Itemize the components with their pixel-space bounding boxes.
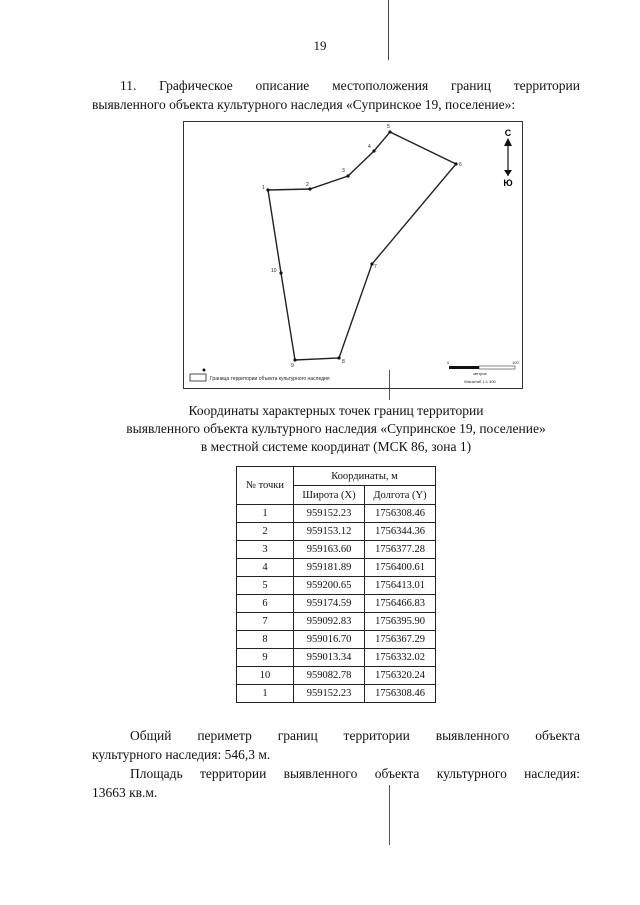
header-longitude: Долгота (Y) (365, 486, 436, 505)
caption-line-2: выявленного объекта культурного наследия «Супринское 19, поселение» (126, 421, 546, 436)
latitude-cell: 959016.70 (294, 631, 365, 649)
compass-north-label: С (504, 128, 512, 138)
longitude-cell: 1756466.83 (365, 595, 436, 613)
point-number-cell: 1 (237, 505, 294, 523)
longitude-cell: 1756413.01 (365, 577, 436, 595)
point-number-cell: 6 (237, 595, 294, 613)
legend-label: Граница территории объекта культурного наследия (210, 376, 330, 382)
latitude-cell: 959153.12 (294, 523, 365, 541)
boundary-map (183, 121, 523, 389)
caption-line-1: Координаты характерных точек границ территории (188, 403, 484, 418)
boundary-point-marker (388, 130, 391, 133)
page-number: 19 (313, 38, 327, 53)
table-row (237, 631, 436, 649)
longitude-cell: 1756308.46 (365, 505, 436, 523)
header-point-number: № точки (237, 467, 294, 505)
table-row (237, 667, 436, 685)
point-labels (262, 124, 462, 369)
latitude-cell: 959152.23 (294, 505, 365, 523)
table-row (237, 595, 436, 613)
boundary-point-marker (293, 358, 296, 361)
boundary-point-label: 6 (459, 162, 462, 168)
boundary-point-marker (346, 174, 349, 177)
longitude-cell: 1756377.28 (365, 541, 436, 559)
scale-ratio-label: Масштаб 1:1 400 (464, 379, 496, 384)
boundary-point-marker (308, 187, 311, 190)
coordinates-table (236, 466, 436, 703)
point-number-cell: 10 (237, 667, 294, 685)
legend-point-icon (203, 369, 206, 372)
perimeter-line-1: Общий периметр границ территории выявленного объекта (130, 728, 580, 743)
boundary-point-label: 9 (291, 363, 294, 369)
latitude-cell: 959082.78 (294, 667, 365, 685)
latitude-cell: 959181.89 (294, 559, 365, 577)
boundary-point-label: 4 (368, 144, 371, 150)
point-number-cell: 4 (237, 559, 294, 577)
longitude-cell: 1756308.46 (365, 685, 436, 703)
boundary-point-marker (372, 149, 375, 152)
point-number-cell: 7 (237, 613, 294, 631)
compass-arrowhead-icon (504, 138, 512, 146)
boundary-point-label: 8 (342, 359, 345, 365)
point-number-cell: 1 (237, 685, 294, 703)
table-row (237, 685, 436, 703)
scale-bar (449, 366, 479, 369)
boundary-point-marker (337, 356, 340, 359)
boundary-point-label: 7 (374, 264, 377, 270)
caption-line-3: в местной системе координат (МСК 86, зона 1) (200, 439, 472, 454)
latitude-cell: 959200.65 (294, 577, 365, 595)
compass-tail-icon (504, 170, 512, 176)
boundary-point-marker (279, 271, 282, 274)
boundary-point-marker (454, 162, 457, 165)
heading-line-1: 11. Графическое описание местоположения границ территории (120, 78, 580, 93)
table-row (237, 541, 436, 559)
scale-unit-label: метров (473, 371, 487, 376)
table-caption (92, 402, 580, 456)
table-row (237, 523, 436, 541)
longitude-cell: 1756367.29 (365, 631, 436, 649)
latitude-cell: 959152.23 (294, 685, 365, 703)
heading-line-2: выявленного объекта культурного наследия «Супринское 19, поселение»: (92, 97, 516, 112)
boundary-point-label: 1 (262, 185, 265, 191)
latitude-cell: 959174.59 (294, 595, 365, 613)
summary-text (92, 726, 580, 802)
area-line-1: Площадь территории выявленного объекта культурного наследия: (130, 766, 580, 781)
boundary-polygon (268, 132, 456, 360)
point-number-cell: 8 (237, 631, 294, 649)
point-number-cell: 3 (237, 541, 294, 559)
boundary-point-label: 10 (271, 268, 277, 274)
point-number-cell: 2 (237, 523, 294, 541)
longitude-cell: 1756400.61 (365, 559, 436, 577)
longitude-cell: 1756395.90 (365, 613, 436, 631)
boundary-point-label: 2 (306, 182, 309, 188)
header-latitude: Широта (X) (294, 486, 365, 505)
perimeter-line-2: культурного наследия: 546,3 м. (92, 747, 271, 762)
point-number-cell: 9 (237, 649, 294, 667)
scale-bar (479, 366, 515, 369)
latitude-cell: 959013.34 (294, 649, 365, 667)
longitude-cell: 1756320.24 (365, 667, 436, 685)
section-heading (92, 76, 580, 114)
scale-end-label: 100 (512, 360, 519, 365)
table-row (237, 559, 436, 577)
boundary-point-label: 5 (387, 124, 390, 130)
point-markers (266, 130, 457, 361)
table-row (237, 505, 436, 523)
compass-south-label: Ю (503, 178, 513, 188)
longitude-cell: 1756332.02 (365, 649, 436, 667)
area-line-2: 13663 кв.м. (92, 785, 158, 800)
latitude-cell: 959092.83 (294, 613, 365, 631)
coordinates-table-body (237, 505, 436, 703)
legend-swatch-icon (190, 374, 206, 381)
boundary-point-label: 3 (342, 168, 345, 174)
table-row (237, 649, 436, 667)
point-number-cell: 5 (237, 577, 294, 595)
scale-zero-label: 0 (447, 360, 450, 365)
latitude-cell: 959163.60 (294, 541, 365, 559)
map-canvas (184, 122, 522, 388)
longitude-cell: 1756344.36 (365, 523, 436, 541)
header-coordinates: Координаты, м (294, 467, 436, 486)
table-row (237, 613, 436, 631)
table-row (237, 577, 436, 595)
boundary-point-marker (266, 188, 269, 191)
